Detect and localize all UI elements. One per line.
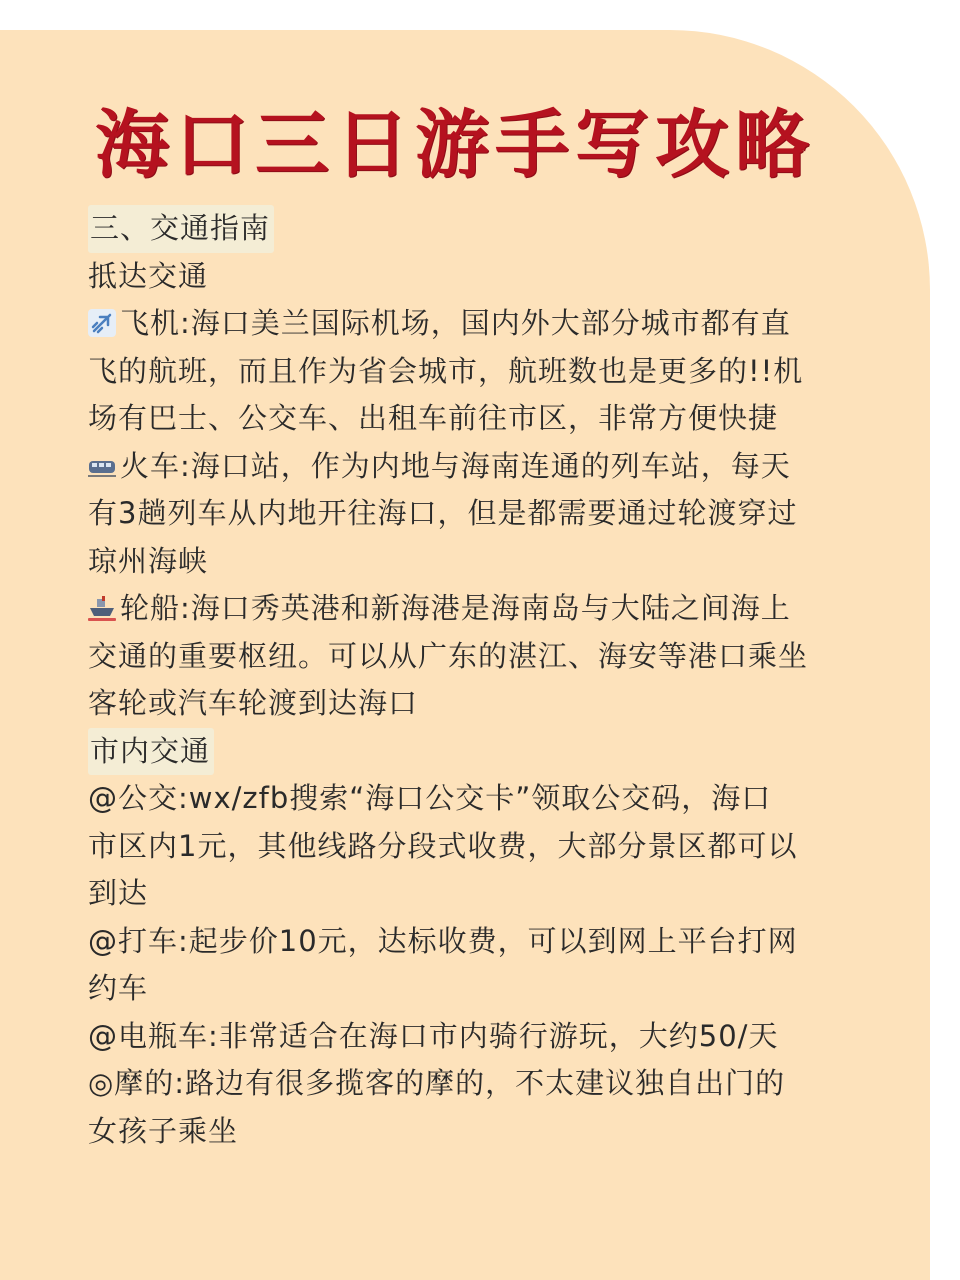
train-text-1: 火车:海口站，作为内地与海南连通的列车站，每天 — [120, 448, 791, 483]
section-heading: 三、交通指南 — [88, 205, 274, 253]
taxi-line-2: 约车 — [88, 971, 149, 1005]
train-icon — [88, 452, 116, 480]
ship-line-3: 客轮或汽车轮渡到达海口 — [88, 686, 419, 720]
ship-text-1: 轮船:海口秀英港和新海港是海南岛与大陆之间海上 — [120, 591, 791, 625]
plane-line-3: 场有巴士、公交车、出租车前往市区，非常方便快捷 — [88, 401, 779, 435]
page-title: 海口三日游手写攻略 — [95, 102, 815, 188]
moto-line-2: 女孩子乘坐 — [88, 1113, 239, 1148]
ship-icon — [88, 594, 116, 622]
ebike-line-1: @电瓶车:非常适合在海口市内骑行游玩，大约50/天 — [88, 1018, 779, 1053]
arrival-heading: 抵达交通 — [88, 258, 209, 293]
taxi-line-1: @打车:起步价10元，达标收费，可以到网上平台打网 — [88, 923, 798, 958]
bus-line-1: @公交:wx/zfb搜索“海口公交卡”领取公交码，海口 — [88, 781, 772, 815]
bus-line-2: 市区内1元，其他线路分段式收费，大部分景区都可以 — [88, 828, 798, 863]
moto-line-1: ◎摩的:路边有很多揽客的摩的，不太建议独自出门的 — [88, 1066, 786, 1100]
plane-line-2: 飞的航班，而且作为省会城市，航班数也是更多的!!机 — [88, 353, 804, 388]
ship-line-1 — [88, 585, 878, 633]
section-heading-line — [88, 205, 878, 253]
bus-line-3: 到达 — [88, 876, 149, 910]
airplane-icon — [88, 309, 116, 337]
train-line-3: 琼州海峡 — [88, 543, 209, 578]
plane-text-1: 飞机:海口美兰国际机场，国内外大部分城市都有直 — [120, 306, 791, 340]
train-line-2: 有3趟列车从内地开往海口，但是都需要通过轮渡穿过 — [88, 496, 798, 530]
train-line-1 — [88, 443, 878, 491]
city-heading: 市内交通 — [88, 728, 214, 776]
plane-line-1 — [88, 300, 878, 348]
ship-line-2: 交通的重要枢纽。可以从广东的湛江、海安等港口乘坐 — [88, 638, 809, 673]
guide-content — [88, 205, 878, 1155]
city-heading-line — [88, 728, 878, 776]
